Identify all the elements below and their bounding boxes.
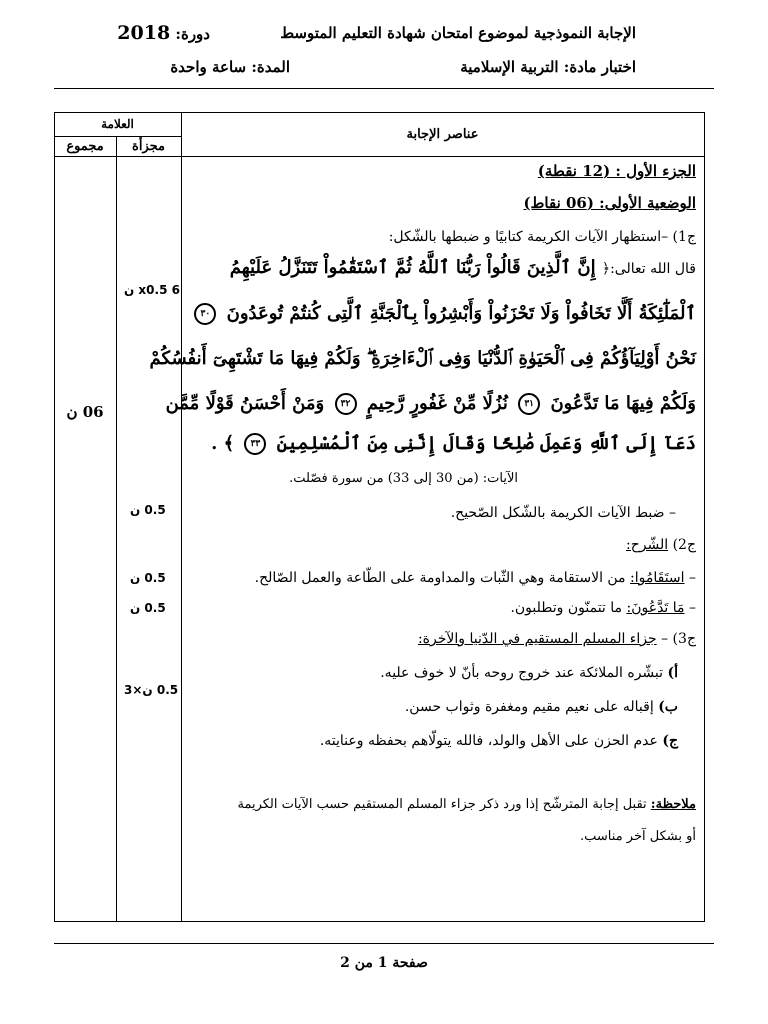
ayah-number-icon: ٣١: [518, 393, 540, 415]
footer-rule: [54, 943, 714, 944]
session-label: دورة:: [175, 25, 210, 43]
mark-def2: 0.5 ن: [130, 601, 166, 615]
quran-intro: قال الله تعالى:﴿: [601, 261, 696, 277]
total-header: مجموع: [66, 138, 104, 154]
quran-line-5: دَعَآ إِلَى ٱللَّهِ وَعَمِلَ صَٰلِحًا وَقَالَ إِنَّنِى مِنَ ٱلْمُسْلِمِينَ ٣٣ ﴾ .: [211, 433, 696, 454]
verses-reference: الآيات: (من 30 إلى 33) من سورة فصّلت.: [289, 471, 518, 486]
mark-def1: 0.5 ن: [130, 571, 166, 585]
answers-header: عناصر الإجابة: [406, 126, 479, 142]
mark-recitation: 6 x0.5 ن: [124, 283, 180, 297]
situation-title: الوضعية الأولى: (06 نقاط): [523, 194, 696, 212]
mark-vocalization: 0.5 ن: [130, 503, 166, 517]
q1-text: ج1) –استظهار الآيات الكريمة كتابيًا و ضبطها بالشّكل:: [388, 229, 696, 245]
total-mark: 06 ن: [66, 403, 104, 421]
answer-a: أ) تبشّره الملائكة عند خروج روحه بأنّ لا خوف عليه.: [380, 665, 678, 681]
answer-b: ب) إقباله على نعيم مقيم ومغفرة وثواب حسن.: [404, 699, 678, 715]
part-title: الجزء الأول : (12 نقطة): [537, 162, 696, 180]
answer-c: ج) عدم الحزن على الأهل والولد، فالله يتولّاهم بحفظه وعنايته.: [319, 733, 678, 749]
ayah-number-icon: ٣٠: [194, 303, 216, 325]
q2-heading: ج2) الشّرح:: [625, 537, 696, 553]
exam-subject: اختبار مادة: التربية الإسلامية: [460, 58, 636, 76]
partial-header: مجزأة: [132, 138, 165, 154]
quran-line-2: ٱلْمَلَٰٓئِكَةُ أَلَّا تَخَافُواْ وَلَا تَحْزَنُواْ وَأَبْشِرُواْ بِٱلْجَنَّةِ ٱلَّتِى كُنتُمْ تُوعَدُونَ ٣٠: [190, 303, 696, 325]
control-text: – ضبط الآيات الكريمة بالشّكل الصّحيح.: [450, 505, 676, 521]
session-year: 2018: [117, 22, 171, 44]
definition-1: – استَقَامُوا: من الاستقامة وهي الثّبات والمداومة على الطّاعة والعمل الصّالح.: [254, 570, 696, 586]
exam-title: [280, 24, 636, 42]
quran-line-3: نَحْنُ أَوْلِيَآؤُكُمْ فِى ٱلْحَيَوٰةِ ٱلدُّنْيَا وَفِى ٱلْءَاخِرَةِ ۖ وَلَكُمْ فِيهَا مَا تَشْتَهِىٓ أَنفُسُكُمْ: [149, 348, 696, 369]
note-continued: أو بشكل آخر مناسب.: [580, 829, 696, 844]
q3-heading: ج3) – جزاء المسلم المستقيم في الدّنيا والآخرة:: [417, 631, 696, 647]
quran-line-4: وَلَكُمْ فِيهَا مَا تَدَّعُونَ ٣١ نُزُلًا مِّنْ غَفُورٍ رَّحِيمٍ ٣٢ وَمَنْ أَحْسَنُ قَوْلًا مِّمَّن: [165, 393, 696, 414]
ayah-number-icon: ٣٢: [335, 393, 357, 415]
note: ملاحظة: تقبل إجابة المترشّح إذا ورد ذكر جزاء المسلم المستقيم حسب الآيات الكريمة: [237, 797, 696, 812]
mark-q3: 0.5 ن×3: [124, 683, 179, 697]
quran-line-1: قال الله تعالى:﴿ إِنَّ ٱلَّذِينَ قَالُواْ رَبُّنَا ٱللَّهُ ثُمَّ ٱسْتَقَٰمُواْ تَتَنَزَّلُ عَلَيْهِمُ: [229, 257, 696, 278]
ayah-number-icon: ٣٣: [244, 433, 266, 455]
mark-header: العلامة: [101, 117, 134, 131]
session: [117, 22, 210, 44]
header-rule: [54, 88, 714, 89]
page-number: صفحة 1 من 2: [340, 955, 428, 971]
exam-duration: المدة: ساعة واحدة: [170, 58, 290, 76]
definition-2: – مَا تَدَّعُونَ: ما تتمنّون وتطلبون.: [510, 600, 696, 616]
exam-title-text: الإجابة النموذجية لموضوع امتحان شهادة التعليم المتوسط: [280, 24, 636, 42]
